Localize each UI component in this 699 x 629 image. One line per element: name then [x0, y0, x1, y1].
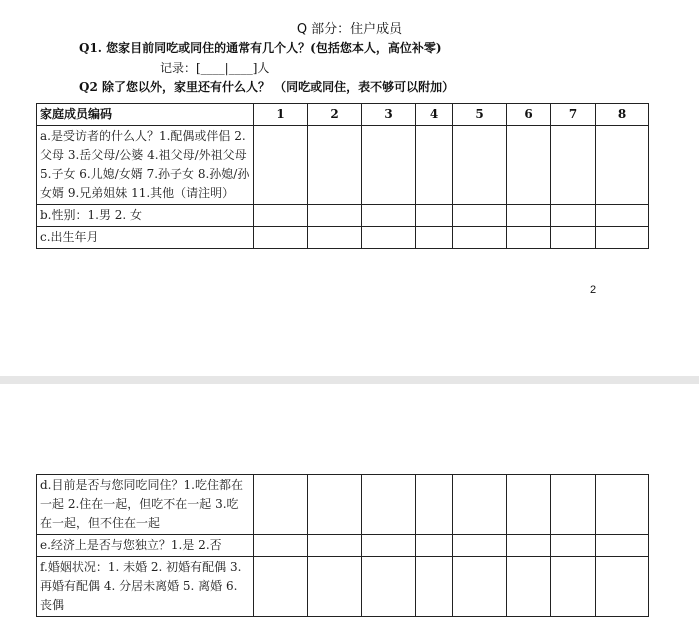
household-table-part1 — [36, 103, 649, 249]
table-cell[interactable] — [453, 535, 507, 557]
table-cell[interactable] — [362, 227, 416, 249]
table-cell[interactable] — [507, 205, 551, 227]
header-member-code: 家庭成员编码 — [37, 104, 254, 126]
table-cell[interactable] — [254, 557, 308, 617]
table-cell[interactable] — [254, 205, 308, 227]
table-cell[interactable] — [551, 557, 596, 617]
table-cell[interactable] — [596, 227, 649, 249]
table-cell[interactable] — [416, 535, 453, 557]
table-cell[interactable] — [453, 227, 507, 249]
table-cell[interactable] — [551, 475, 596, 535]
table-cell[interactable] — [416, 227, 453, 249]
table-cell[interactable] — [507, 475, 551, 535]
table-cell[interactable] — [416, 205, 453, 227]
row-label-birthdate: c.出生年月 — [37, 227, 254, 249]
table-cell[interactable] — [596, 535, 649, 557]
household-table-part2 — [36, 474, 649, 617]
table-cell[interactable] — [254, 126, 308, 205]
table-cell[interactable] — [362, 557, 416, 617]
table-cell[interactable] — [308, 227, 362, 249]
table-cell[interactable] — [308, 475, 362, 535]
page-number: 2 — [590, 284, 597, 296]
header-col-8: 8 — [596, 104, 649, 126]
section-title: Q 部分：住户成员 — [296, 22, 403, 37]
table-cell[interactable] — [453, 205, 507, 227]
table-cell[interactable] — [453, 126, 507, 205]
table-header-row — [37, 104, 649, 126]
table-row-a — [37, 126, 649, 205]
table-row-c — [37, 227, 649, 249]
table-cell[interactable] — [507, 227, 551, 249]
header-col-2: 2 — [308, 104, 362, 126]
row-label-cohabitation: d.目前是否与您同吃同住？1.吃住都在一起 2.住在一起，但吃不在一起 3.吃在一起，但不住在一起 — [37, 475, 254, 535]
table-cell[interactable] — [416, 557, 453, 617]
table-cell[interactable] — [596, 205, 649, 227]
table-cell[interactable] — [596, 475, 649, 535]
table-row-b — [37, 205, 649, 227]
question-q1: Q1. 您家目前同吃或同住的通常有几个人？(包括您本人，高位补零) — [79, 41, 442, 55]
header-col-4: 4 — [416, 104, 453, 126]
header-col-1: 1 — [254, 104, 308, 126]
table-row-e — [37, 535, 649, 557]
table-cell[interactable] — [308, 205, 362, 227]
table-cell[interactable] — [596, 126, 649, 205]
table-cell[interactable] — [507, 557, 551, 617]
table-cell[interactable] — [362, 205, 416, 227]
table-cell[interactable] — [551, 535, 596, 557]
header-col-5: 5 — [453, 104, 507, 126]
table-cell[interactable] — [362, 535, 416, 557]
table-cell[interactable] — [308, 557, 362, 617]
header-col-7: 7 — [551, 104, 596, 126]
table-cell[interactable] — [551, 227, 596, 249]
table-cell[interactable] — [507, 535, 551, 557]
page-gap — [0, 376, 699, 384]
table-cell[interactable] — [453, 557, 507, 617]
table-cell[interactable] — [507, 126, 551, 205]
table-row-d — [37, 475, 649, 535]
table-cell[interactable] — [453, 475, 507, 535]
table-cell[interactable] — [416, 475, 453, 535]
table-cell[interactable] — [551, 126, 596, 205]
question-q2: Q2 除了您以外，家里还有什么人？ （同吃或同住，表不够可以附加） — [79, 80, 455, 94]
table-row-f — [37, 557, 649, 617]
table-cell[interactable] — [596, 557, 649, 617]
header-col-6: 6 — [507, 104, 551, 126]
table-cell[interactable] — [254, 535, 308, 557]
table-cell[interactable] — [416, 126, 453, 205]
table-cell[interactable] — [362, 475, 416, 535]
table-cell[interactable] — [308, 126, 362, 205]
table-cell[interactable] — [254, 227, 308, 249]
row-label-gender: b.性别：1.男 2. 女 — [37, 205, 254, 227]
row-label-marital-status: f.婚姻状况：1. 未婚 2. 初婚有配偶 3. 再婚有配偶 4. 分居未离婚 5. 离婚 6. 丧偶 — [37, 557, 254, 617]
row-label-relationship: a.是受访者的什么人？1.配偶或伴侣 2.父母 3.岳父母/公婆 4.祖父母/外祖父母 5.子女 6.儿媳/女婿 7.孙子女 8.孙媳/孙女婿 9.兄弟姐妹 11.其他（请注明） — [37, 126, 254, 205]
row-label-economic-independence: e.经济上是否与您独立？1.是 2.否 — [37, 535, 254, 557]
record-field[interactable]: 记录：[____|____]人 — [160, 61, 270, 75]
table-cell[interactable] — [551, 205, 596, 227]
table-cell[interactable] — [308, 535, 362, 557]
table-cell[interactable] — [254, 475, 308, 535]
table-cell[interactable] — [362, 126, 416, 205]
header-col-3: 3 — [362, 104, 416, 126]
